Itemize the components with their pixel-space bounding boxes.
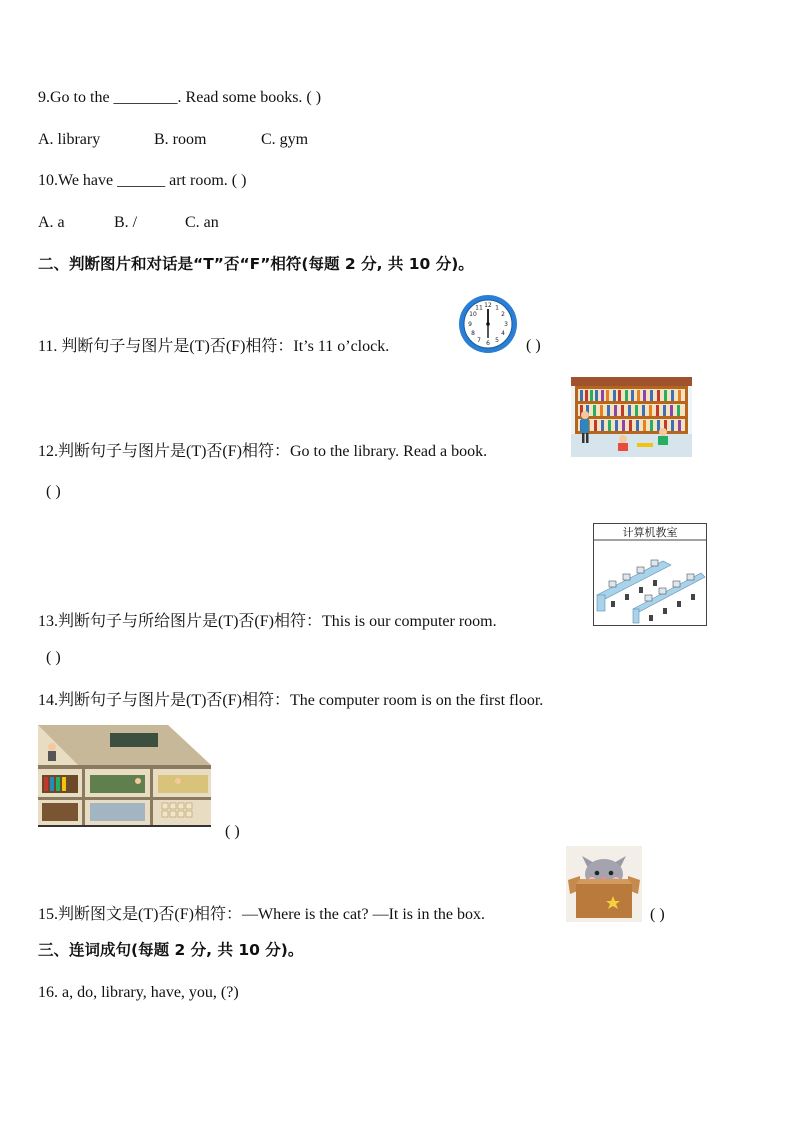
clock-num-6: 6 — [486, 340, 490, 347]
question-9-options — [38, 130, 308, 150]
option-a: A. library — [38, 131, 101, 148]
clock-image — [458, 294, 518, 354]
answer-paren-12: ( ) — [46, 483, 61, 500]
question-11-text: 11. 判断句子与图片是(T)否(F)相符：It’s 11 o’clock. — [38, 338, 390, 355]
option-c: C. an — [185, 214, 219, 231]
answer-paren-14: ( ) — [225, 823, 240, 840]
option-b: B. room — [154, 131, 207, 148]
section-2-heading: 二、判断图片和对话是“T”否“F”相符(每题 2 分, 共 10 分)。 — [38, 255, 474, 273]
section-3-heading: 三、连词成句(每题 2 分, 共 10 分)。 — [38, 941, 304, 959]
question-9-text: 9.Go to the ________. Read some books. ( ) — [38, 89, 322, 106]
computer-room-caption: 计算机教室 — [622, 526, 678, 539]
clock-num-2: 2 — [501, 311, 505, 318]
clock-num-10: 10 — [469, 311, 477, 318]
question-14-text: 14.判断句子与图片是(T)否(F)相符：The computer room is on the first floor. — [38, 692, 544, 709]
option-c: C. gym — [261, 131, 309, 148]
clock-num-7: 7 — [477, 337, 481, 344]
answer-paren-11: ( ) — [526, 337, 541, 354]
school-building-image — [38, 725, 211, 829]
question-16-text: 16. a, do, library, have, you, (?) — [38, 984, 239, 1001]
question-10-text: 10.We have ______ art room. ( ) — [38, 172, 247, 189]
option-a: A. a — [38, 214, 65, 231]
question-12-text: 12.判断句子与图片是(T)否(F)相符：Go to the library. Read a book. — [38, 443, 488, 460]
clock-num-12: 12 — [484, 302, 492, 309]
computer-room-image — [593, 523, 707, 626]
clock-num-4: 4 — [501, 330, 505, 337]
cat-in-box-image — [566, 846, 642, 922]
option-b: B. / — [114, 214, 138, 231]
answer-paren-15: ( ) — [650, 906, 665, 923]
clock-num-3: 3 — [504, 321, 508, 328]
clock-num-5: 5 — [495, 337, 499, 344]
question-15-text: 15.判断图文是(T)否(F)相符：—Where is the cat? —It is in the box. — [38, 906, 486, 923]
clock-num-1: 1 — [495, 304, 499, 312]
clock-num-8: 8 — [471, 330, 475, 337]
question-10-options — [38, 213, 219, 233]
question-13-text: 13.判断句子与所给图片是(T)否(F)相符：This is our computer room. — [38, 613, 497, 630]
answer-paren-13: ( ) — [46, 649, 61, 666]
clock-num-9: 9 — [468, 321, 472, 328]
clock-num-11: 11 — [475, 304, 483, 312]
library-image — [571, 377, 692, 457]
